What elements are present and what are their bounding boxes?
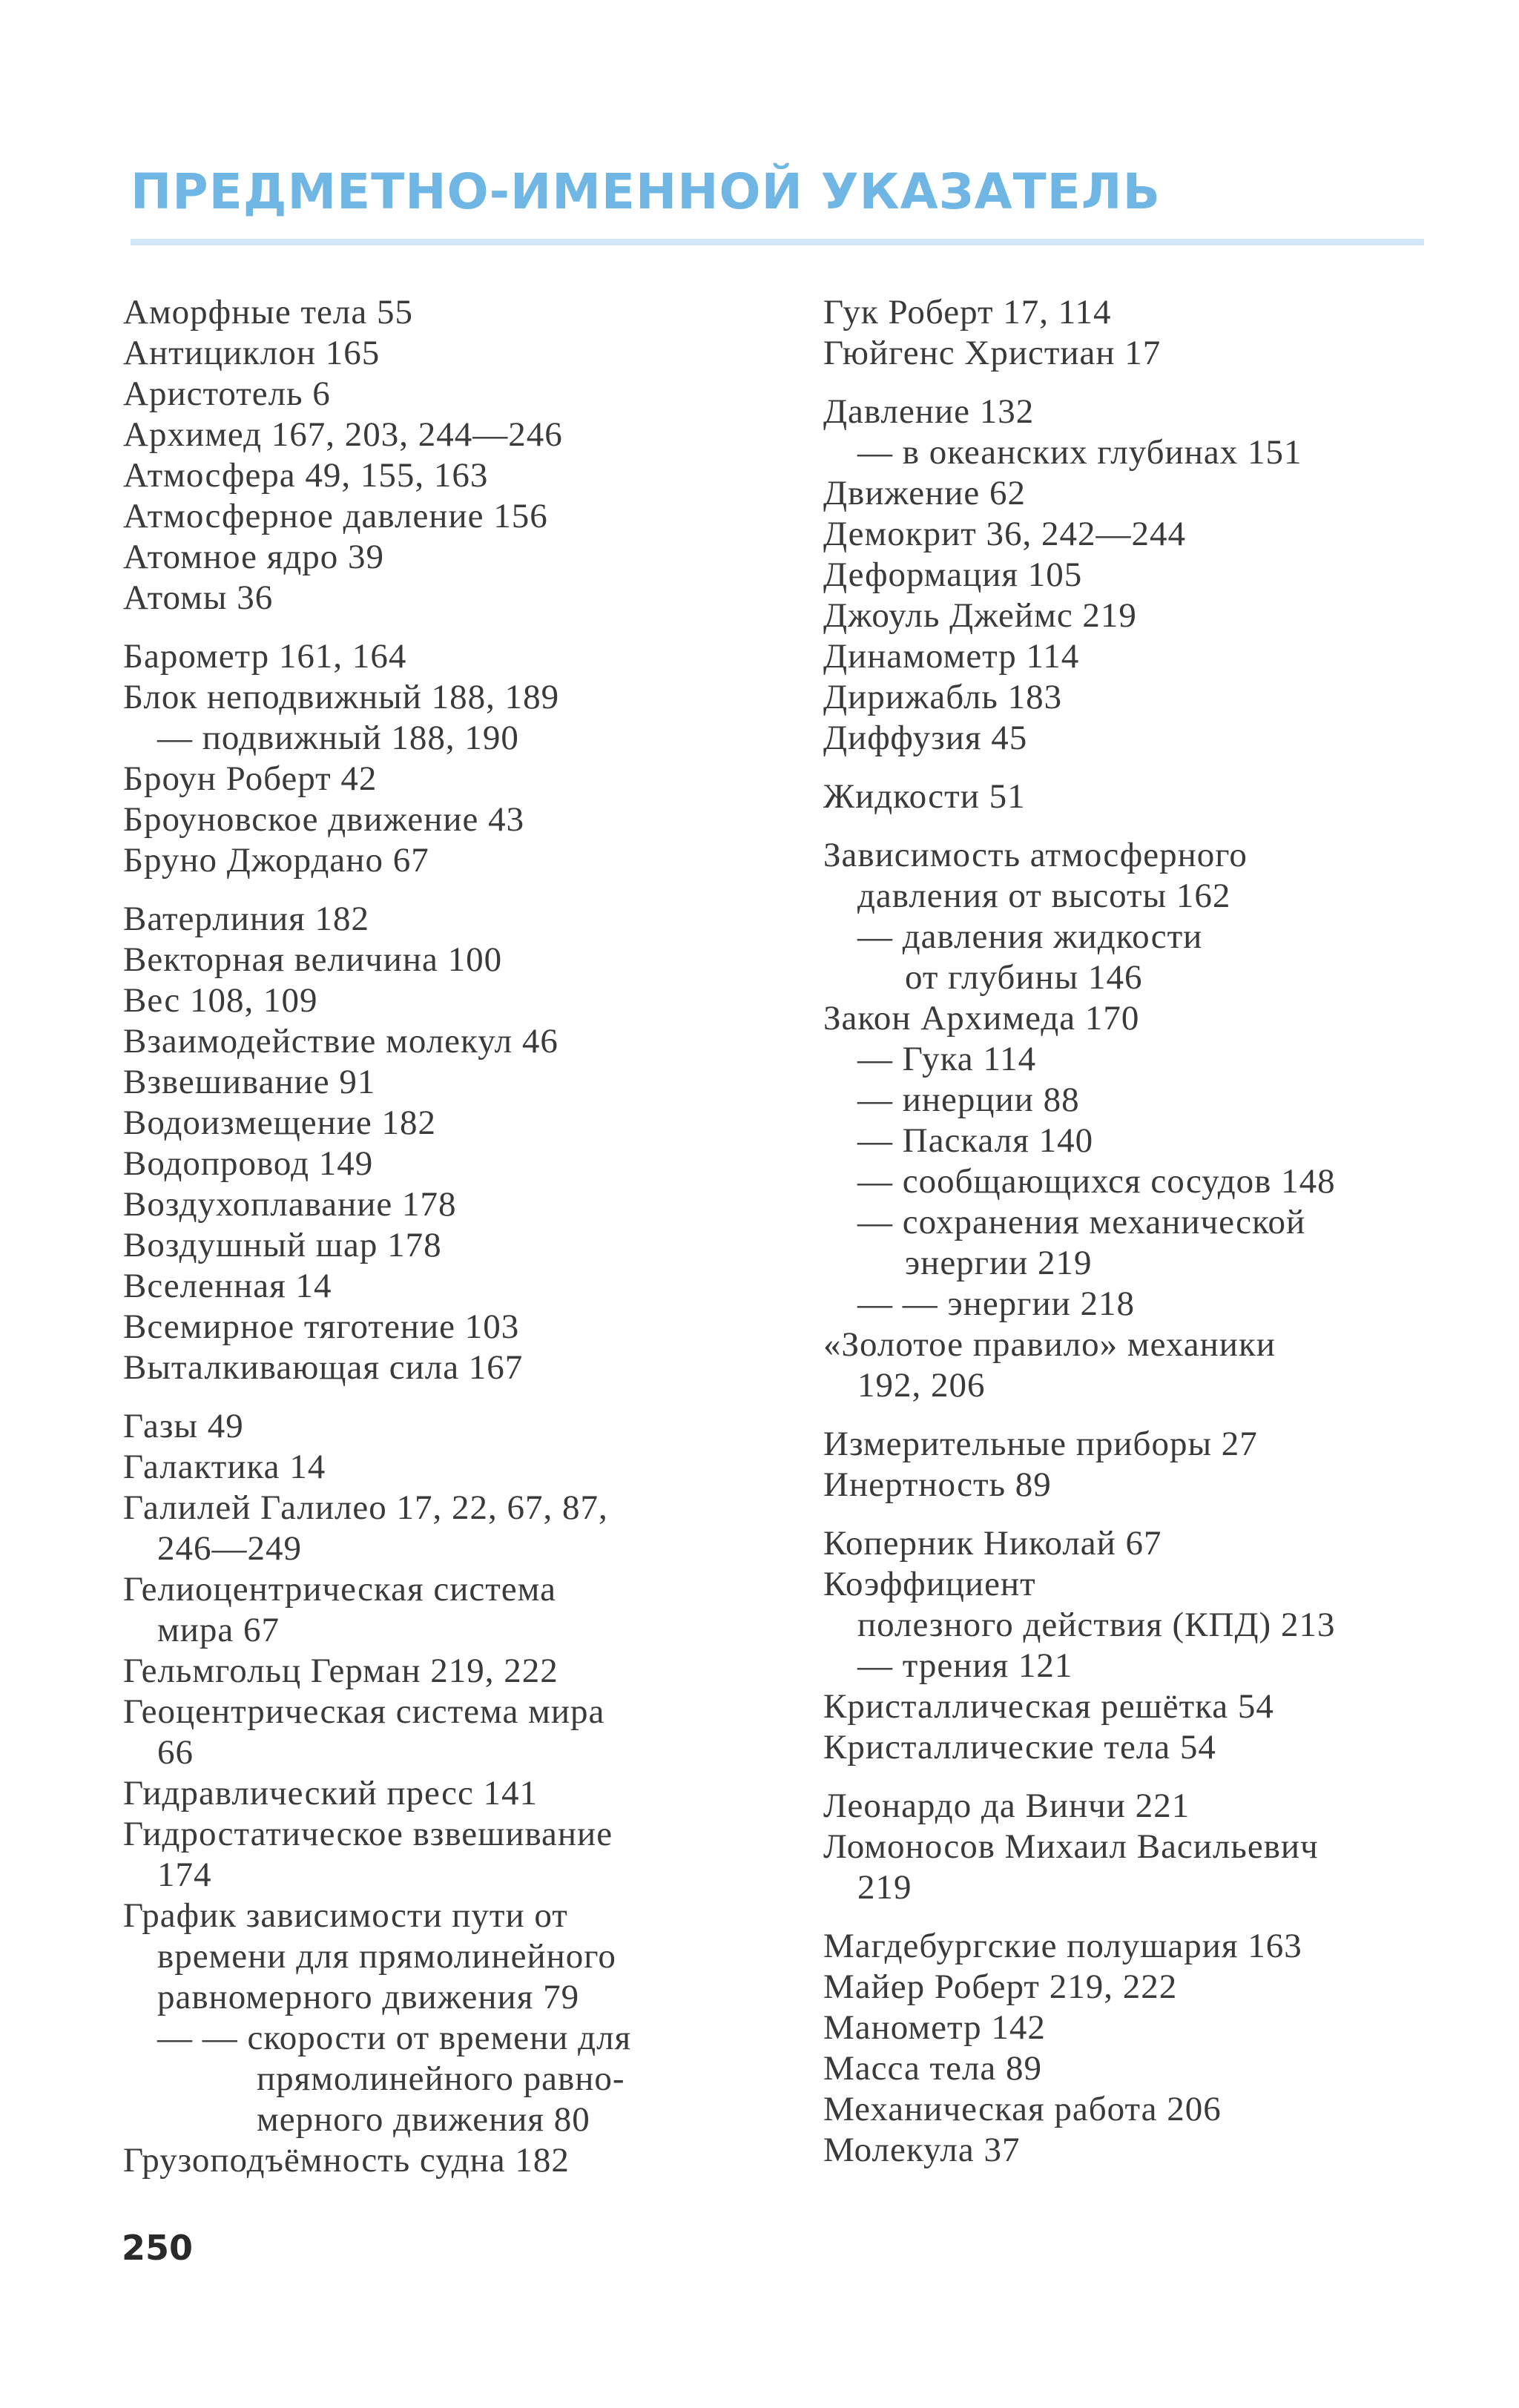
- index-entry: — давления жидкости: [857, 917, 1203, 956]
- index-group-k: [823, 1523, 1431, 1768]
- index-entry: мерного движения 80: [257, 2100, 590, 2139]
- index-entry: Галактика 14: [123, 1448, 326, 1486]
- index-entry: Воздухоплавание 178: [123, 1185, 457, 1224]
- index-entry: Выталкивающая сила 167: [123, 1348, 524, 1387]
- index-entry: Векторная величина 100: [123, 940, 503, 979]
- index-entry: Геоцентрическая система мира: [123, 1692, 605, 1731]
- index-entry: Гидростатическое взвешивание: [123, 1815, 613, 1853]
- index-entry: Масса тела 89: [823, 2049, 1043, 2088]
- index-entry: Взаимодействие молекул 46: [123, 1022, 558, 1060]
- index-entry: Молекула 37: [823, 2131, 1021, 2169]
- index-entry: Бруно Джордано 67: [123, 841, 429, 880]
- index-entry: времени для прямолинейного: [157, 1937, 616, 1976]
- index-entry: 192, 206: [857, 1366, 986, 1405]
- index-entry: Коперник Николай 67: [823, 1524, 1162, 1563]
- index-entry: Демокрит 36, 242—244: [823, 515, 1187, 553]
- index-entry: Динамометр 114: [823, 637, 1080, 676]
- index-entry: Майер Роберт 219, 222: [823, 1967, 1178, 2006]
- index-entry: Инертность 89: [823, 1465, 1052, 1504]
- index-entry: Антициклон 165: [123, 334, 380, 372]
- index-group-a: [123, 292, 783, 619]
- index-entry: Механическая работа 206: [823, 2090, 1222, 2128]
- index-entry: «Золотое правило» механики: [823, 1325, 1276, 1364]
- index-entry: Гидравлический пресс 141: [123, 1774, 538, 1812]
- index-entry: Атмосферное давление 156: [123, 497, 548, 535]
- index-entry: Аморфные тела 55: [123, 293, 413, 331]
- index-entry: энергии 219: [905, 1244, 1093, 1282]
- index-entry: равномерного движения 79: [157, 1978, 580, 2016]
- index-entry: мира 67: [157, 1611, 280, 1649]
- index-entry: Манометр 142: [823, 2008, 1046, 2047]
- index-entry: давления от высоты 162: [857, 877, 1231, 915]
- index-entry: Давление 132: [823, 392, 1035, 431]
- right-column: [823, 292, 1431, 2188]
- index-entry: Магдебургские полушария 163: [823, 1927, 1302, 1965]
- index-entry: — трения 121: [857, 1646, 1073, 1685]
- index-group-b: [123, 636, 783, 881]
- index-entry: — в океанских глубинах 151: [857, 433, 1302, 472]
- index-entry: Измерительные приборы 27: [823, 1425, 1258, 1463]
- index-entry: Кристаллическая решётка 54: [823, 1687, 1274, 1726]
- index-entry: Леонардо да Винчи 221: [823, 1787, 1190, 1825]
- index-entry: — инерции 88: [857, 1081, 1080, 1119]
- index-entry: Грузоподъёмность судна 182: [123, 2141, 570, 2180]
- index-entry: Взвешивание 91: [123, 1063, 376, 1101]
- index-entry: Блок неподвижный 188, 189: [123, 678, 560, 716]
- index-group-zh: [823, 776, 1431, 817]
- page-title: ПРЕДМЕТНО-ИМЕННОЙ УКАЗАТЕЛЬ: [131, 163, 1161, 220]
- index-entry: Галилей Галилео 17, 22, 67, 87,: [123, 1488, 608, 1527]
- index-entry: Броуновское движение 43: [123, 800, 525, 839]
- index-group-i: [823, 1424, 1431, 1505]
- index-entry: Гелиоцентрическая система: [123, 1570, 556, 1609]
- index-entry: прямолинейного равно-: [257, 2059, 625, 2098]
- index-entry: Атмосфера 49, 155, 163: [123, 456, 489, 495]
- index-entry: 174: [157, 1856, 212, 1894]
- index-entry: Водопровод 149: [123, 1144, 374, 1183]
- index-entry: — сохранения механической: [857, 1203, 1306, 1241]
- index-entry: Ломоносов Михаил Васильевич: [823, 1827, 1319, 1866]
- index-entry: Гюйгенс Христиан 17: [823, 334, 1162, 372]
- index-entry: Атомы 36: [123, 578, 274, 617]
- index-entry: Коэффициент: [823, 1565, 1036, 1603]
- index-entry: полезного действия (КПД) 213: [857, 1606, 1336, 1644]
- left-column: [123, 292, 783, 2199]
- index-entry: Кристаллические тела 54: [823, 1728, 1216, 1767]
- index-entry: 246—249: [157, 1529, 302, 1568]
- index-entry: Аристотель 6: [123, 375, 331, 413]
- index-entry: Вес 108, 109: [123, 981, 318, 1020]
- index-entry: Зависимость атмосферного: [823, 836, 1248, 874]
- index-entry: Гук Роберт 17, 114: [823, 293, 1112, 331]
- index-group-v: [123, 899, 783, 1388]
- index-entry: Воздушный шар 178: [123, 1226, 442, 1264]
- index-group-z: [823, 835, 1431, 1406]
- page-number: 250: [122, 2228, 194, 2268]
- index-entry: Жидкости 51: [823, 777, 1026, 816]
- index-entry: Броун Роберт 42: [123, 759, 378, 798]
- index-entry: Газы 49: [123, 1407, 244, 1445]
- index-entry: от глубины 146: [905, 958, 1143, 997]
- index-entry: Дирижабль 183: [823, 678, 1063, 716]
- index-entry: График зависимости пути от: [123, 1896, 568, 1935]
- index-entry: Деформация 105: [823, 555, 1083, 594]
- index-entry: — Гука 114: [857, 1040, 1037, 1078]
- index-entry: — — скорости от времени для: [157, 2019, 632, 2057]
- index-entry: Барометр 161, 164: [123, 637, 407, 676]
- index-entry: Всемирное тяготение 103: [123, 1307, 520, 1346]
- index-entry: Джоуль Джеймс 219: [823, 596, 1137, 635]
- index-entry: Вселенная 14: [123, 1267, 332, 1305]
- index-entry: — — энергии 218: [857, 1284, 1136, 1323]
- index-entry: Архимед 167, 203, 244—246: [123, 415, 563, 454]
- index-entry: 66: [157, 1733, 194, 1772]
- index-entry: 219: [857, 1868, 912, 1907]
- index-entry: Ватерлиния 182: [123, 900, 370, 938]
- index-group-l: [823, 1786, 1431, 1908]
- index-entry: — сообщающихся сосудов 148: [857, 1162, 1336, 1201]
- index-group-g: [123, 1406, 783, 2181]
- index-entry: Гельмгольц Герман 219, 222: [123, 1652, 558, 1690]
- index-group-g-cont: [823, 292, 1431, 374]
- index-entry: — подвижный 188, 190: [157, 719, 519, 757]
- title-underline: [131, 239, 1424, 245]
- index-entry: — Паскаля 140: [857, 1121, 1094, 1160]
- index-entry: Атомное ядро 39: [123, 538, 384, 576]
- index-group-d: [823, 392, 1431, 759]
- index-entry: Закон Архимеда 170: [823, 999, 1140, 1038]
- index-entry: Движение 62: [823, 474, 1027, 512]
- index-entry: Водоизмещение 182: [123, 1104, 437, 1142]
- index-entry: Диффузия 45: [823, 719, 1028, 757]
- index-group-m: [823, 1926, 1431, 2171]
